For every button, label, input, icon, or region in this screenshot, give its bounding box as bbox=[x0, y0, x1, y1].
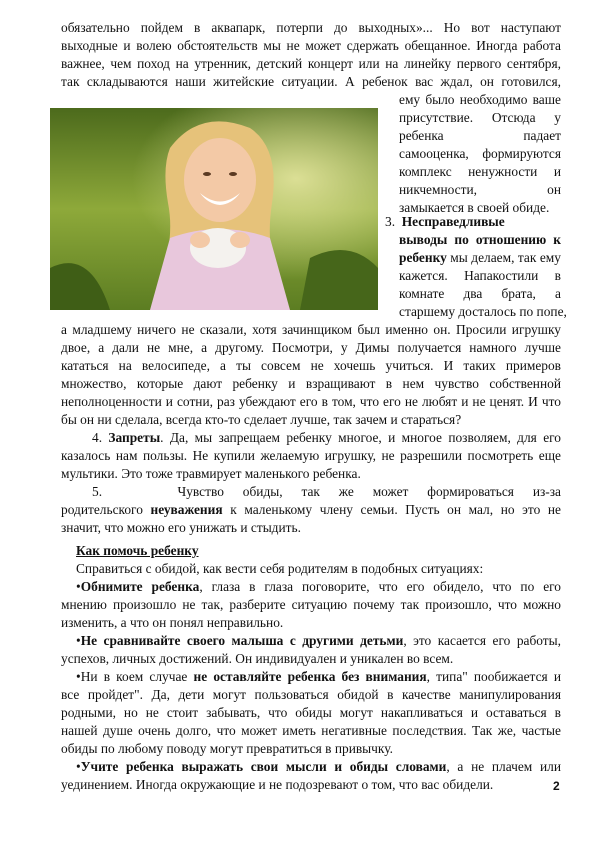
bold-text: Учите ребенка выражать свои мысли и обиды словами bbox=[80, 759, 447, 774]
item-number: 5. bbox=[92, 484, 103, 499]
text-line: мнению произошло не так, разберите ситуацию почему так произошло, что можно bbox=[61, 597, 561, 612]
text-line: успехов, личных достижений. Он индивидуален и уникален во всем. bbox=[61, 651, 454, 666]
item-title: Запреты bbox=[108, 430, 161, 445]
text: , типа" пообижается и bbox=[426, 669, 561, 684]
text-line: важнее, чем поход на утренник, детский концерт или на линейку первого сентября, bbox=[61, 56, 561, 71]
text-line: множество, которые дают ребенку и взращивают в нем чувство собственной bbox=[61, 376, 561, 391]
text-line: неполноценности и сотни, раз убеждают его в том, что его не любят и не ценят. И что bbox=[61, 394, 561, 409]
text-line: двое, а дали не мне, а другому. Посмотри, у Димы получается намного лучше bbox=[61, 340, 561, 355]
bold-text: выводы по отношению к bbox=[399, 232, 561, 247]
text-line: а младшему ничего не сказали, хотя зачинщиком был именно он. Просили игрушку bbox=[61, 322, 561, 337]
heading-text: Как помочь ребенку bbox=[76, 543, 199, 558]
text: мы делаем, так ему bbox=[450, 250, 561, 265]
text: , это касается его работы, bbox=[403, 633, 561, 648]
item-title: Несправедливые bbox=[401, 214, 505, 229]
bullet-item-3 bbox=[76, 668, 561, 685]
text-line: старшему досталось по попе, bbox=[399, 304, 567, 319]
bold-text: ребенку bbox=[399, 250, 447, 265]
section-intro: Справиться с обидой, как вести себя родителям в подобных ситуациях: bbox=[76, 561, 484, 576]
list-item-3-title bbox=[385, 213, 561, 230]
list-item-4 bbox=[92, 429, 561, 446]
item-number: 3. bbox=[385, 214, 396, 229]
text-line: обязательно пойдем в аквапарк, потерпи до выходных»... Но вот наступают bbox=[61, 20, 561, 35]
bullet-item-4 bbox=[76, 758, 561, 775]
text-line: самооценка, формируются bbox=[399, 146, 561, 161]
text-line: все пройдет". Да, дети могут пользоваться обидой в качестве манипулирования bbox=[61, 687, 561, 702]
text-line: нашей душе очень долго, что может иметь негативные последствия. Так же, частые bbox=[61, 723, 561, 738]
text-line: родными, но не стоит забывать, что обиды могут накапливаться и оставаться в bbox=[61, 705, 561, 720]
text-line: мультики. Это тоже травмирует маленького ребенка. bbox=[61, 466, 361, 481]
text-line: так складываются наши житейские ситуации. А ребенок вас ждал, он готовился, bbox=[61, 74, 561, 89]
bullet-item-2 bbox=[76, 632, 561, 649]
text: , глаза в глаза поговорите, что его обидело, что по его bbox=[199, 579, 561, 594]
text: родительского bbox=[61, 502, 143, 517]
text-line: казалось нам пользы. Не купили желаемую игрушку, не разрешили посмотреть еще bbox=[61, 448, 561, 463]
text-line: ему было необходимо ваше bbox=[399, 92, 561, 107]
text-line: комнате два брата, а bbox=[399, 286, 561, 301]
bold-text: неуважения bbox=[150, 502, 223, 517]
text: Ни в коем случае bbox=[80, 669, 194, 684]
bullet-item-1 bbox=[76, 578, 561, 595]
bullet-icon: • bbox=[76, 759, 81, 774]
text-line: кататься на велосипеде, а ты совсем не хочешь учиться. И таких примеров bbox=[61, 358, 561, 373]
text-line: изменить, а что он понял неправильно. bbox=[61, 615, 284, 630]
text-line bbox=[61, 501, 561, 518]
bold-text: Не сравнивайте своего малыша с другими детьми bbox=[80, 633, 404, 648]
text-line bbox=[399, 231, 561, 248]
text-line: уединением. Иногда окружающие и не подозревают о том, что вас обидели. bbox=[61, 777, 494, 792]
text-line: присутствие. Отсюда у bbox=[399, 110, 561, 125]
text-line: обиды по любому поводу могут превратиться в привычку. bbox=[61, 741, 393, 756]
text-line: выходные и волею обстоятельств мы не может сдержать обещанное. Иногда работа bbox=[61, 38, 561, 53]
child-photo bbox=[50, 108, 378, 310]
text-line: замыкается в своей обиде. bbox=[399, 200, 550, 215]
photo-illustration bbox=[50, 108, 378, 310]
bullet-icon: • bbox=[76, 669, 81, 684]
page-number: 2 bbox=[553, 779, 560, 793]
bold-text: Обнимите ребенка bbox=[80, 579, 200, 594]
text-line: значит, что можно его унижать и стыдить. bbox=[61, 520, 301, 535]
item-number: 4. bbox=[92, 430, 103, 445]
bullet-icon: • bbox=[76, 633, 81, 648]
bold-text: не оставляйте ребенка без внимания bbox=[193, 669, 427, 684]
text-line: бы он ни сделала, всегда кто-то сделает лучше, так зачем и стараться? bbox=[61, 412, 462, 427]
text-line bbox=[399, 249, 561, 266]
text: к маленькому члену семьи. Пусть он мал, но это не bbox=[230, 502, 561, 517]
bullet-icon: • bbox=[76, 579, 81, 594]
text-line: кажется. Напакостили в bbox=[399, 268, 561, 283]
text: , а не плачем или bbox=[446, 759, 561, 774]
text: Чувство обиды, так же может формироваться из-за bbox=[177, 484, 561, 499]
list-item-5 bbox=[92, 483, 561, 500]
text-line: никчемности, он bbox=[399, 182, 561, 197]
text-line: комплекс ненужности и bbox=[399, 164, 561, 179]
section-heading bbox=[76, 542, 561, 559]
text-line: ребенка падает bbox=[399, 128, 561, 143]
text: . Да, мы запрещаем ребенку многое, и многое позволяем, для его bbox=[160, 430, 561, 445]
